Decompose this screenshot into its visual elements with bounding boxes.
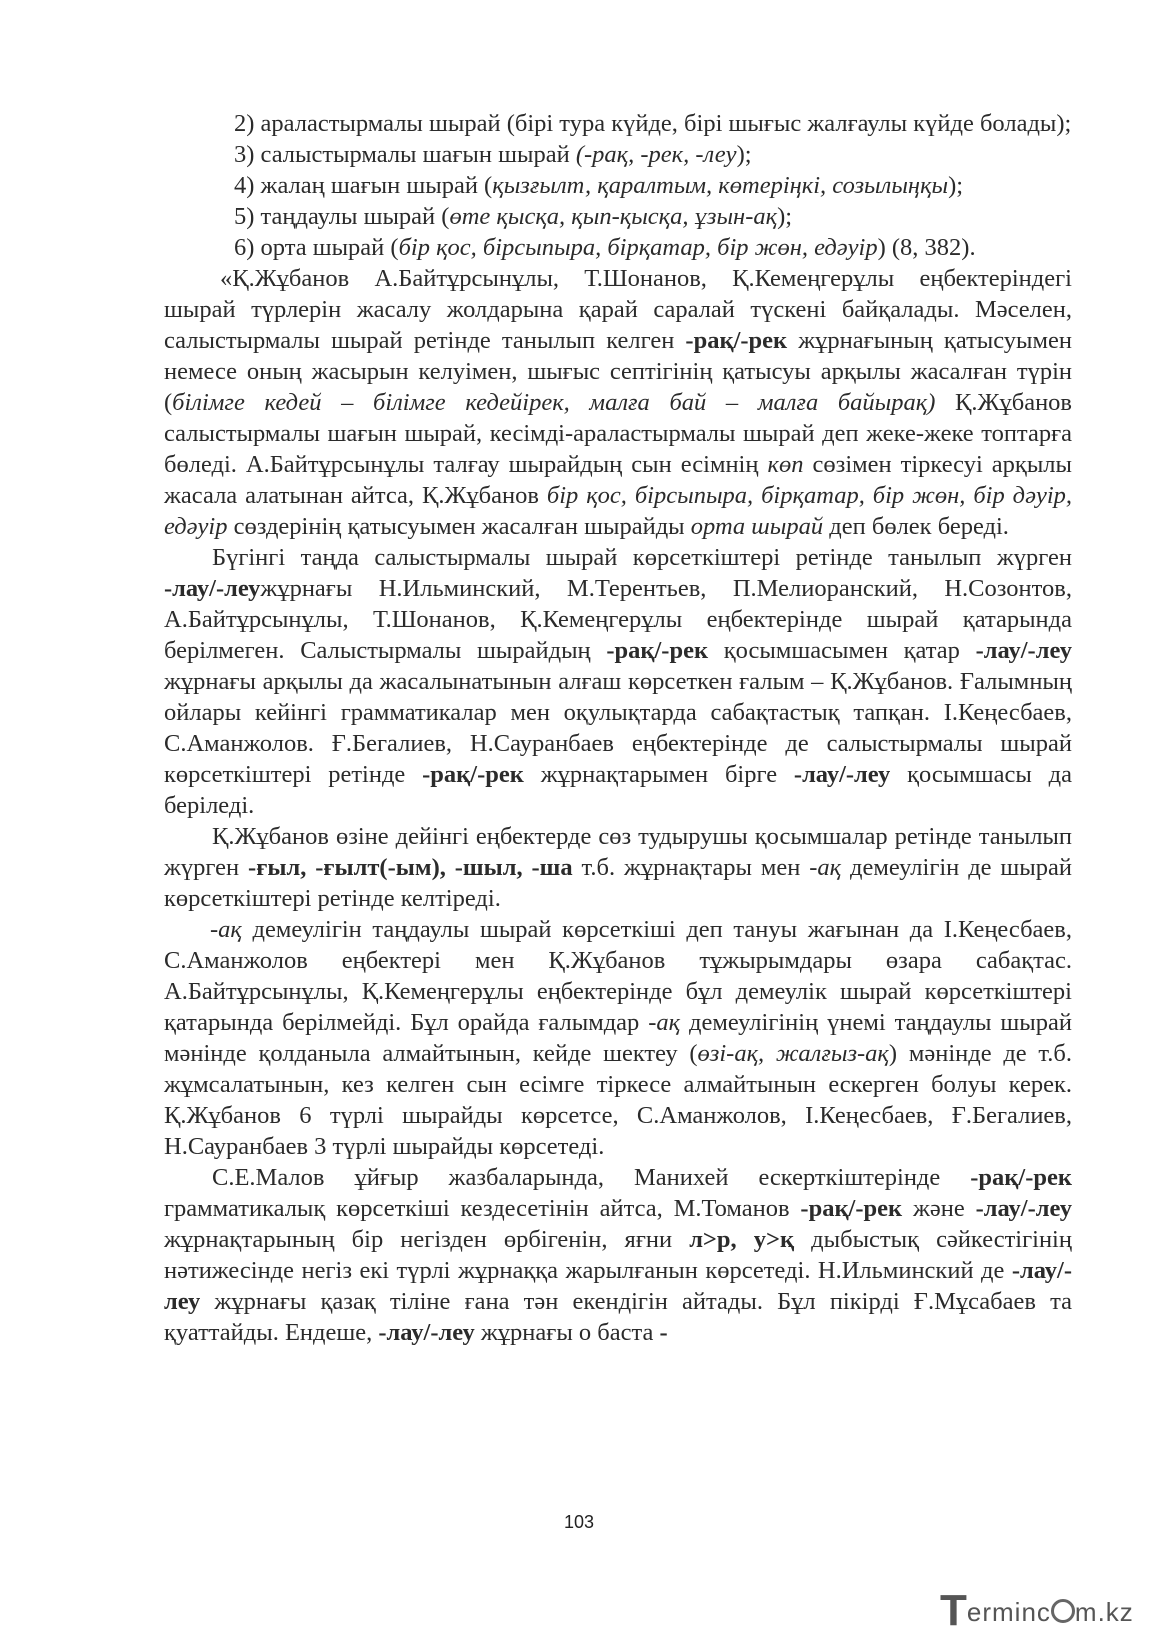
italic-run: -ақ <box>648 1009 681 1036</box>
text-run: грамматикалық көрсеткіші кездесетінін айтса, М.Томанов <box>164 1195 801 1222</box>
logo-circle-icon <box>1051 1599 1075 1623</box>
text-run: жұрнақтарының бір негізден өрбігенін, яғни <box>164 1226 690 1253</box>
text-run: дыбыстық сәйкестігінің нәтижесінде негіз екі түрлі жұрнаққа жарылғанын көрсетеді. Н.Ильминский де <box>164 1226 1072 1284</box>
bold-run: -рақ/-рек <box>800 1195 903 1222</box>
paragraph-malov <box>164 1162 1072 1348</box>
paragraph-zhubanov <box>164 821 1072 914</box>
text-run: т.б. жұрнақтары мен <box>572 854 810 881</box>
text-run: жұрнағы о баста <box>474 1319 660 1346</box>
bold-run: -лау/-леу <box>793 761 891 788</box>
italic-run: көп <box>767 451 804 478</box>
text-run: жұрнағы Н.Ильминский, М.Терентьев, П.Мелиоранский, Н.Созонтов, А.Байтұрсынұлы, Т.Шонанов, Қ.Кемеңгерұлы еңбектерінде шырай қатарында берілмеген. Салыстырмалы шырайдың <box>164 575 1072 664</box>
text-run: ) мәнінде де т.б. жұмсалатынын, кез келген сын есімге тіркесе алмайтынын ескерген болуы керек. Қ.Жұбанов 6 түрлі шырайды көрсетсе, С.Аманжолов, І.Кеңесбаев, Ғ.Бегалиев, Н.Сауранбаев 3 түрлі шырайды көрсетеді. <box>164 1040 1073 1160</box>
list-item-3 <box>164 139 1072 170</box>
bold-run: - <box>659 1319 668 1346</box>
list-item-4 <box>164 170 1072 201</box>
list-item-6 <box>164 232 1072 263</box>
text-run: 3) салыстырмалы шағын шырай <box>234 141 576 168</box>
text-run: ); <box>948 172 964 199</box>
text-run: және <box>902 1195 976 1222</box>
italic-run: орта шырай <box>690 513 824 540</box>
text-run: қосымшасымен қатар <box>708 637 976 664</box>
italic-run: (-рақ, -рек, -леу <box>575 141 737 168</box>
italic-run: -ақ <box>809 854 842 881</box>
text-run: жұрнағы арқылы да жасалынатынын алғаш көрсеткен ғалым – Қ.Жұбанов. Ғалымның ойлары кейінгі грамматикалар мен оқулықтарда сабақтастық тапқан. І.Кеңесбаев, С.Аманжолов. Ғ.Бегалиев, Н.Сауранбаев еңбектерінде де салыстырмалы шырай көрсеткіштері ретінде <box>164 668 1072 788</box>
text-run: қосымшасы да беріледі. <box>164 761 1072 819</box>
text-run: Қ.Жұбанов өзіне дейінгі еңбектерде сөз тудырушы қосымшалар ретінде танылып жүрген <box>164 823 1072 881</box>
text-run: ); <box>777 203 793 230</box>
text-run: демеулігін де шырай көрсеткіштері ретінде келтіреді. <box>164 854 1072 912</box>
italic-run: білімге кедей – білімге кедейірек, малға бай – малға байырақ) <box>172 389 936 416</box>
paragraph-ak <box>164 914 1072 1162</box>
text-run: жұрнақтарымен бірге <box>523 761 794 788</box>
bold-run: -рақ/-рек <box>685 327 788 354</box>
bold-run: л>р, у>қ <box>689 1226 795 1253</box>
text-run: 5) таңдаулы шырай ( <box>234 203 450 230</box>
text-run: Бүгінгі таңда салыстырмалы шырай көрсеткіштері ретінде танылып жүрген <box>212 544 1072 571</box>
list-item-2 <box>164 108 1072 139</box>
page-number: 103 <box>563 1512 595 1532</box>
termincom-logo: Terminc m.kz <box>940 1586 1134 1635</box>
bold-run: -лау/-леу <box>378 1319 475 1346</box>
bold-run: -лау/-леу <box>975 1195 1073 1222</box>
bold-run: -лау/-леу <box>164 575 261 602</box>
text-run: ) (8, 382). <box>877 234 976 261</box>
bold-run: -рақ/-рек <box>970 1164 1072 1191</box>
text-run: жұрнағы қазақ тіліне ғана тән екендігін айтады. Бұл пікірді Ғ.Мұсабаев та қуаттайды. Ендеше, <box>164 1288 1072 1346</box>
list-item-5 <box>164 201 1072 232</box>
document-body <box>164 108 1072 1348</box>
text-run: 6) орта шырай ( <box>234 234 399 261</box>
bold-run: -рақ/-рек <box>422 761 524 788</box>
bold-run: -лау/-леу <box>164 1257 1072 1315</box>
text-run: 4) жалаң шағын шырай ( <box>234 172 493 199</box>
text-run: демеулігін таңдаулы шырай көрсеткіші деп тануы жағынан да І.Кеңесбаев, С.Аманжолов еңбектері мен Қ.Жұбанов тұжырымдары өзара сабақтас. А.Байтұрсынұлы, Қ.Кемеңгерұлы еңбектерінде бұл демеулік шырай көрсеткіштері қатарында берілмейді. Бұл орайда ғалымдар <box>164 916 1072 1036</box>
text-run: жұрнағының қатысуымен немесе оның жасырын келуімен, шығыс септігінің қатысуы арқылы жасалған түрін ( <box>164 327 1072 416</box>
italic-run: өзі-ақ, жалғыз-ақ <box>697 1040 889 1067</box>
bold-run: -ғыл, -ғылт(-ым), -шыл, -ша <box>248 854 573 881</box>
text-run: сөзімен тіркесуі арқылы жасала алатынан айтса, Қ.Жұбанов <box>164 451 1072 509</box>
bold-run: -рақ/-рек <box>606 637 709 664</box>
italic-run: қызғылт, қаралтым, көтеріңкі, созылыңқы <box>492 172 949 199</box>
text-run: сөздерінің қатысуымен жасалған шырайды <box>227 513 691 540</box>
text-run: С.Е.Малов ұйғыр жазбаларында, Манихей ескерткіштерінде <box>212 1164 971 1191</box>
text-run: Қ.Жұбанов салыстырмалы шағын шырай, кесімді-араластырмалы шырай деп жеке-жеке топтарға бөледі. А.Байтұрсынұлы талғау шырайдың сын есімнің <box>164 389 1072 478</box>
text-run: «Қ.Жұбанов А.Байтұрсынұлы, Т.Шонанов, Қ.Кемеңгерұлы еңбектеріндегі шырай түрлерін жасалу жолдарына қарай саралай түскені байқалады. Мәселен, салыстырмалы шырай ретінде танылып келген <box>164 265 1072 354</box>
text-run: ); <box>736 141 752 168</box>
text-run: деп бөлек береді. <box>823 513 1009 540</box>
text-run: 2) араластырмалы шырай (бірі тура күйде, бірі шығыс жалғаулы күйде болады); <box>234 110 1072 137</box>
paragraph-modern <box>164 542 1072 821</box>
text-run: демеулігінің үнемі таңдаулы шырай мәнінде қолданыла алмайтынын, кейде шектеу ( <box>164 1009 1072 1067</box>
italic-run: -ақ <box>210 916 242 943</box>
paragraph-quote <box>164 263 1072 542</box>
italic-run: бір қос, бірсыпыра, бірқатар, бір жөн, бір дәуір, едәуір <box>164 482 1072 540</box>
italic-run: бір қос, бірсыпыра, бірқатар, бір жөн, едәуір <box>398 234 878 261</box>
bold-run: -лау/-леу <box>975 637 1072 664</box>
italic-run: өте қысқа, қып-қысқа, ұзын-ақ <box>449 203 778 230</box>
